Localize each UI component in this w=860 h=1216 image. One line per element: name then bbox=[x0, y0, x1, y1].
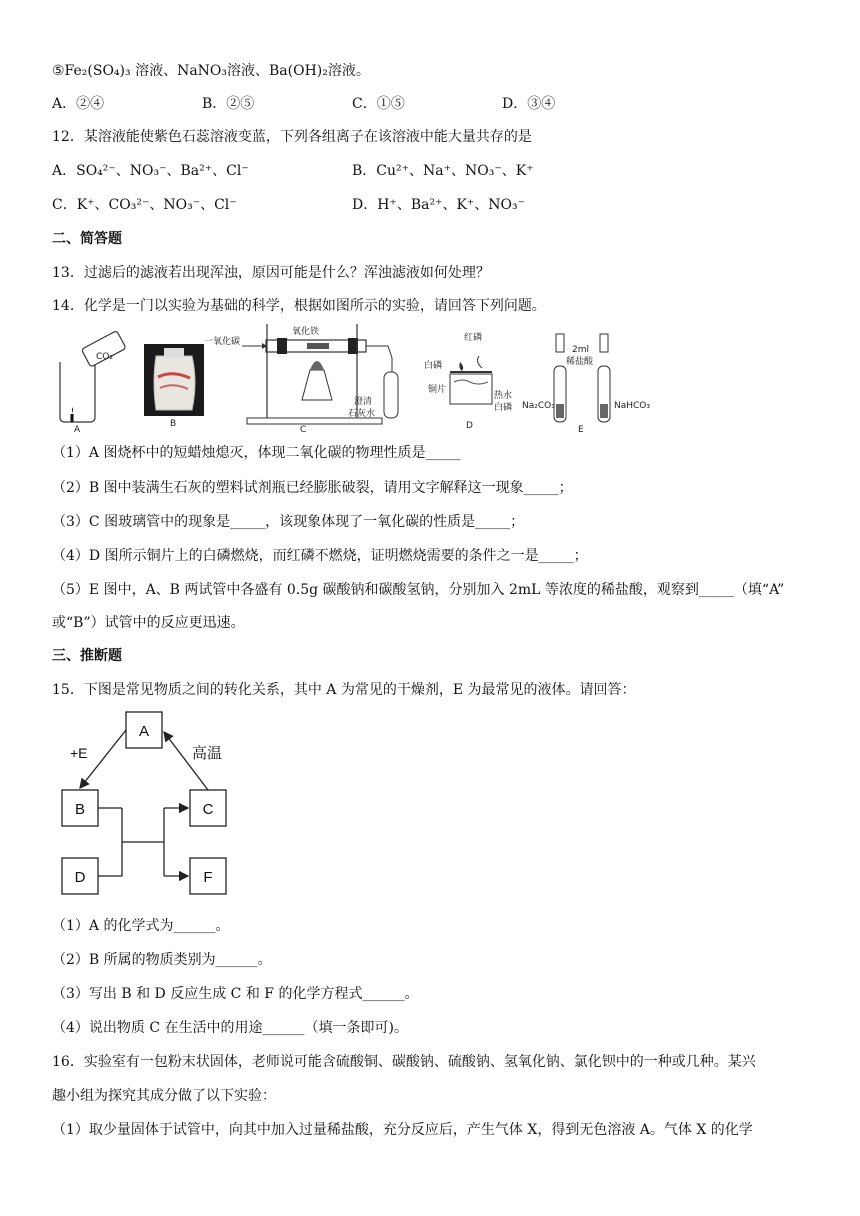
box-d-label: D bbox=[74, 869, 86, 886]
q14-part2: （2）B 图中装满生石灰的塑料试剂瓶已经膨胀破裂，请用文字解释这一现象_____； bbox=[52, 480, 573, 496]
q12-option-d: D．H⁺、Ba²⁺、K⁺、NO₃⁻ bbox=[352, 197, 526, 213]
nahco3-label: NaHCO₃ bbox=[614, 401, 650, 411]
box-f-label: F bbox=[203, 869, 213, 886]
figure-e-apparatus bbox=[522, 334, 650, 434]
copper-label: 铜片 bbox=[428, 385, 447, 395]
q12-option-b: B．Cu²⁺、Na⁺、NO₃⁻、K⁺ bbox=[352, 163, 534, 179]
q15-part4: （4）说出物质 C 在生活中的用途______（填一条即可)。 bbox=[52, 1020, 408, 1036]
figure-b-photo bbox=[144, 344, 204, 429]
figure-c-apparatus bbox=[204, 324, 398, 434]
co-label: 一氧化碳 bbox=[204, 337, 241, 347]
white-phosphorus-water-label: 白磷 bbox=[494, 403, 513, 413]
hcl-label: 稀盐酸 bbox=[566, 357, 594, 367]
na2co3-label: Na₂CO₃ bbox=[522, 401, 555, 411]
q14-part5-line2: 或“B”）试管中的反应更迅速。 bbox=[52, 615, 245, 631]
q14-part4: （4）D 图所示铜片上的白磷燃烧，而红磷不燃烧，证明燃烧需要的条件之一是_____； bbox=[52, 548, 588, 564]
q14-part5-line1: （5）E 图中，A、B 两试管中各盛有 0.5g 碳酸钠和碳酸氢钠，分别加入 2mL 等浓度的稀盐酸，观察到_____（填“A” bbox=[52, 582, 785, 598]
limewater-label-2: 石灰水 bbox=[348, 409, 376, 419]
section-heading-inference: 三、推断题 bbox=[52, 648, 122, 664]
box-c-label: C bbox=[202, 801, 214, 818]
q14-experiment-figure bbox=[52, 322, 652, 434]
q16-part1: （1）取少量固体于试管中，向其中加入过量稀盐酸，充分反应后，产生气体 X，得到无色溶液 A。气体 X 的化学 bbox=[52, 1122, 753, 1138]
limewater-label-1: 澄清 bbox=[354, 397, 373, 407]
red-phosphorus-label: 红磷 bbox=[464, 333, 483, 343]
high-temp-label: 高温 bbox=[192, 744, 223, 762]
figure-b-label: B bbox=[170, 419, 177, 429]
q11-option-d: D．③④ bbox=[502, 96, 556, 112]
figure-c-label: C bbox=[300, 425, 307, 434]
q12-stem: 12．某溶液能使紫色石蕊溶液变蓝，下列各组离子在该溶液中能大量共存的是 bbox=[52, 129, 532, 145]
q15-conversion-diagram bbox=[52, 706, 252, 902]
q16-stem-line1: 16．实验室有一包粉末状固体，老师说可能含硫酸铜、碳酸钠、硫酸钠、氢氧化钠、氯化钡中的一种或几种。某兴 bbox=[52, 1054, 756, 1070]
q12-option-c: C．K⁺、CO₃²⁻、NO₃⁻、Cl⁻ bbox=[52, 197, 237, 213]
section-heading-short-answer: 二、简答题 bbox=[52, 231, 122, 247]
q12-option-a: A．SO₄²⁻、NO₃⁻、Ba²⁺、Cl⁻ bbox=[52, 163, 249, 179]
co2-label: CO₂ bbox=[96, 352, 113, 362]
q15-part1: （1）A 的化学式为______。 bbox=[52, 918, 230, 934]
q11-option-c: C．①⑤ bbox=[352, 96, 405, 112]
volume-label: 2ml bbox=[572, 345, 589, 355]
q15-stem: 15．下图是常见物质之间的转化关系，其中 A 为常见的干燥剂，E 为最常见的液体。请回答： bbox=[52, 682, 636, 698]
figure-a-label: A bbox=[74, 425, 81, 434]
fe2o3-label: 氧化铁 bbox=[292, 327, 320, 337]
box-a-label: A bbox=[138, 723, 150, 740]
q11-item5: ⑤Fe₂(SO₄)₃ 溶液、NaNO₃溶液、Ba(OH)₂溶液。 bbox=[52, 63, 370, 79]
q11-option-a: A．②④ bbox=[52, 96, 105, 112]
q14-part3: （3）C 图玻璃管中的现象是_____，该现象体现了一氧化碳的性质是_____； bbox=[52, 514, 525, 530]
q13-stem: 13．过滤后的滤液若出现浑浊，原因可能是什么？浑浊滤液如何处理？ bbox=[52, 265, 490, 281]
white-phosphorus-label: 白磷 bbox=[424, 361, 443, 371]
figure-a-beaker bbox=[60, 331, 126, 434]
figure-d-label: D bbox=[466, 421, 473, 431]
q14-part1: （1）A 图烧杯中的短蜡烛熄灭，体现二氧化碳的物理性质是_____ bbox=[52, 445, 461, 461]
q14-stem: 14．化学是一门以实验为基础的科学，根据如图所示的实验，请回答下列问题。 bbox=[52, 298, 546, 314]
q15-part3: （3）写出 B 和 D 反应生成 C 和 F 的化学方程式______。 bbox=[52, 986, 419, 1002]
q11-option-b: B．②⑤ bbox=[202, 96, 255, 112]
figure-d-apparatus bbox=[424, 331, 512, 431]
q15-part2: （2）B 所属的物质类别为______。 bbox=[52, 952, 272, 968]
plus-e-label: +E bbox=[70, 745, 88, 761]
hot-water-label: 热水 bbox=[494, 391, 513, 401]
q16-stem-line2: 趣小组为探究其成分做了以下实验： bbox=[52, 1088, 276, 1104]
figure-e-label: E bbox=[578, 425, 584, 434]
box-b-label: B bbox=[74, 801, 86, 818]
